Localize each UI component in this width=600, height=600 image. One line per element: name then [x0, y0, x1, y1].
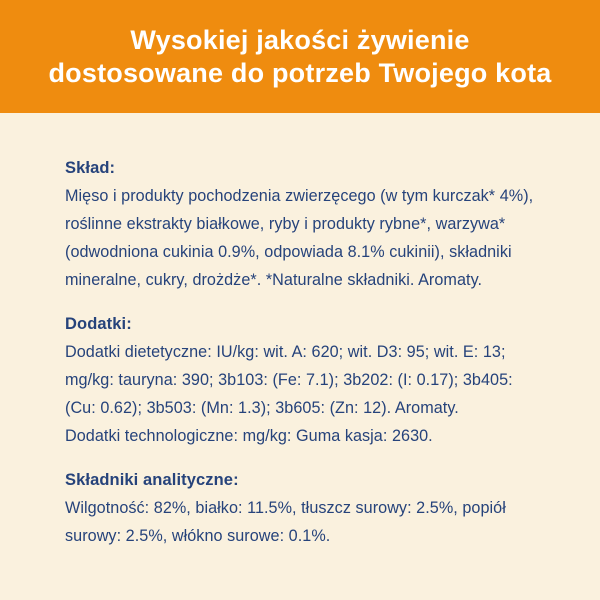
section-skladniki-analityczne	[65, 466, 545, 550]
skladniki-analityczne-heading: Składniki analityczne:	[65, 471, 239, 489]
content-area	[0, 113, 600, 550]
sklad-paragraph: Mięso i produkty pochodzenia zwierzęcego (w tym kurczak* 4%), roślinne ekstrakty białkowe, ryby i produkty rybne*, warzywa* (odwodniona cukinia 0.9%, odpowiada 8.1% cukinii), składniki mineralne, cukry, drożdże*. *Naturalne składniki. Aromaty.	[65, 187, 534, 289]
title-line-1: Wysokiej jakości żywienie	[130, 24, 470, 55]
header-banner	[0, 0, 600, 113]
title-line-2: dostosowane do potrzeb Twojego kota	[48, 57, 552, 88]
page-title	[48, 24, 551, 90]
dodatki-heading: Dodatki:	[65, 315, 132, 333]
sklad-heading: Skład:	[65, 159, 116, 177]
section-sklad	[65, 154, 545, 294]
dodatki-technologiczne-paragraph: Dodatki technologiczne: mg/kg: Guma kasja: 2630.	[65, 427, 433, 445]
section-dodatki	[65, 310, 545, 450]
skladniki-analityczne-paragraph: Wilgotność: 82%, białko: 11.5%, tłuszcz surowy: 2.5%, popiół surowy: 2.5%, włókno surowe: 0.1%.	[65, 499, 506, 545]
dodatki-dietetyczne-paragraph: Dodatki dietetyczne: IU/kg: wit. A: 620; wit. D3: 95; wit. E: 13; mg/kg: tauryna: 390; 3b103: (Fe: 7.1); 3b202: (I: 0.17); 3b405: (Cu: 0.62); 3b503: (Mn: 1.3); 3b605: (Zn: 12). Aromaty.	[65, 343, 513, 417]
